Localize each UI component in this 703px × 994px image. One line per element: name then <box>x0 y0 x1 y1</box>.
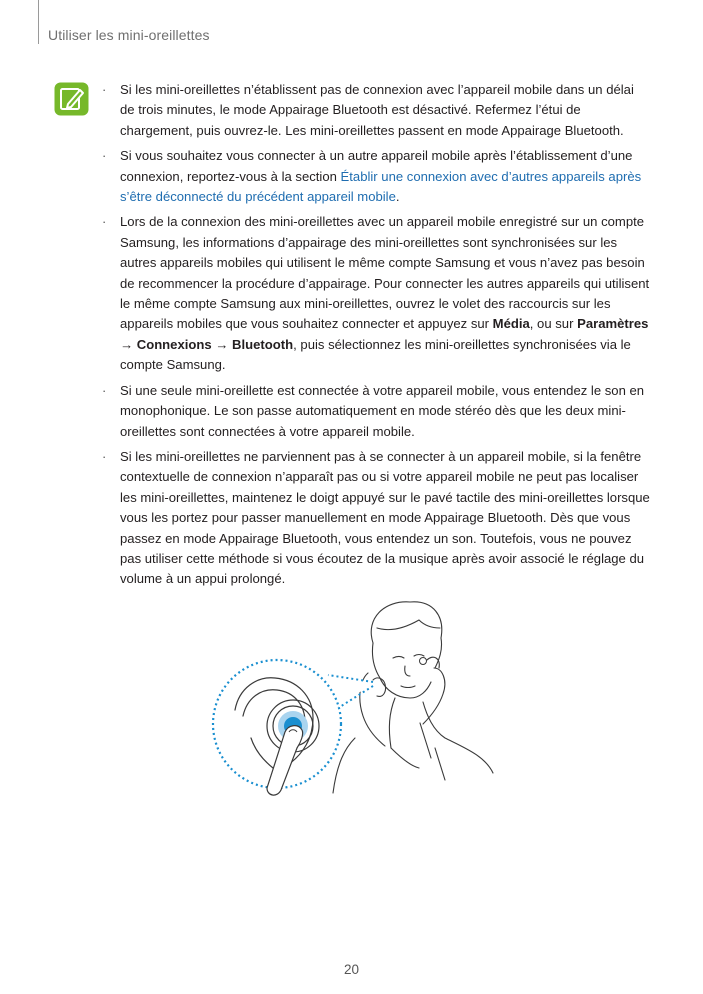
header-divider <box>38 0 39 44</box>
note-item-text: , puis sélectionnez les mini-oreillettes synchronisées via le compte Samsung. <box>120 336 631 373</box>
menu-term-bluetooth: Bluetooth <box>232 336 294 352</box>
note-item-text: . <box>395 189 400 205</box>
bullet-marker: · <box>102 82 107 97</box>
menu-term-connexions: Connexions <box>136 336 212 352</box>
note-item-4 <box>100 381 652 442</box>
section-link[interactable]: Établir une connexion avec d’autres appareils après s’être déconnecté du précédent appareil mobile <box>120 168 642 205</box>
note-item-text: Si une seule mini-oreillette est connectée à votre appareil mobile, vous entendez le son en monophonique. Le son passe automatiquement en mode stéréo dès que les deux mini-oreillettes sont connectées à votre appareil mobile. <box>120 382 645 439</box>
note-item-text: Si vous souhaitez vous connecter à un autre appareil mobile après l’établissement d’une connexion, reportez-vous à la section <box>120 148 633 184</box>
note-item-2 <box>100 146 652 207</box>
bullet-marker: · <box>102 382 107 398</box>
note-bullet-list <box>100 80 652 595</box>
menu-term-media: Média <box>492 316 530 332</box>
bullet-marker: · <box>102 148 107 164</box>
note-item-text: , ou sur <box>529 316 578 332</box>
person-figure <box>333 602 493 793</box>
note-item-5 <box>100 447 652 590</box>
page-header-title: Utiliser les mini-oreillettes <box>48 27 210 43</box>
note-pencil-icon <box>54 82 89 116</box>
note-item-3 <box>100 212 652 375</box>
note-item-text: Si les mini-oreillettes n’établissent pas de connexion avec l’appareil mobile dans un délai de trois minutes, le mode Appairage Bluetooth est désactivé. Refermez l’étui de chargement, puis ouvrez-le. Les mini-oreillettes passent en mode Appairage Bluetooth. <box>120 82 634 138</box>
note-item-text: Si les mini-oreillettes ne parviennent pas à se connecter à un appareil mobile, si la fenêtre contextuelle de connexion n’apparaît pas ou si votre appareil mobile ne peut pas localiser les mini-oreillettes, maintenez le doigt appuyé sur le pavé tactile des mini-oreillettes lorsque vous les portez pour passer manuellement en mode Appairage Bluetooth. Dès que vous passez en mode Appairage Bluetooth, vous entendez un son. Toutefois, vous ne pouvez pas utiliser cette méthode si vous écoutez de la musique après avoir associé le réglage du volume à un appui prolongé. <box>120 448 650 587</box>
note-item-text: Lors de la connexion des mini-oreillettes avec un appareil mobile enregistré sur un compte Samsung, les informations d’appairage des mini-oreillettes sont synchronisées sur les autres appareils mobiles qui utilisent le même compte Samsung et vous n’avez pas besoin de recommencer la procédure d’appairage. Pour connecter les autres appareils qui utilisent le même compte Samsung aux mini-oreillettes, ouvrez le volet des raccourcis sur les appareils mobiles que vous souhaitez connecter et appuyez sur <box>120 214 650 332</box>
arrow-separator: → <box>211 336 233 352</box>
note-item-1 <box>100 80 652 141</box>
menu-term-parametres: Paramètres <box>577 316 649 332</box>
earbud-touch-illustration <box>205 598 505 803</box>
arrow-separator: → <box>120 336 137 352</box>
bullet-marker: · <box>102 448 107 464</box>
page-number: 20 <box>343 962 360 977</box>
bullet-marker: · <box>102 214 107 230</box>
